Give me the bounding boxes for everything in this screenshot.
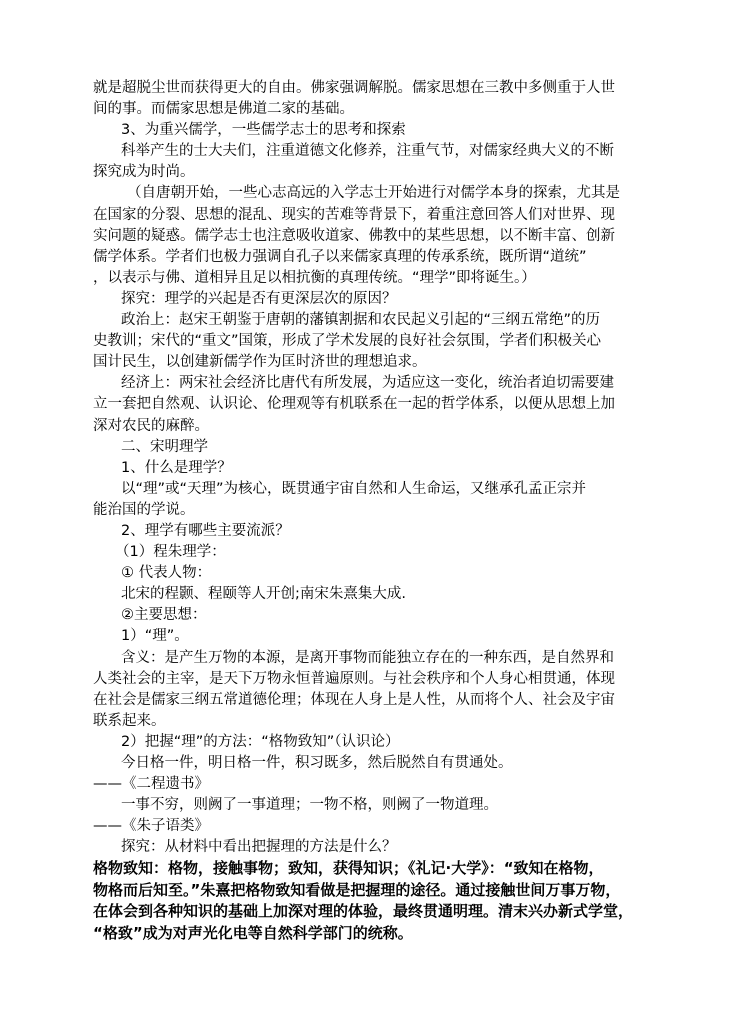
text-line: 联系起来。 <box>93 712 166 729</box>
subsection-heading: 1、什么是理学？ <box>121 459 232 476</box>
text-line: 在社会是儒家三纲五常道德伦理；体现在人身上是人性，从而将个人、社会及宇宙 <box>93 691 615 708</box>
text-line: 2）把握“理”的方法：“格物致知”（认识论） <box>121 733 400 750</box>
text-line: 1）“理”。 <box>121 628 189 645</box>
quote-line: 一事不穷，则阙了一事道理；一物不格，则阙了一物道理。 <box>121 797 498 814</box>
text-line: 国计民生，以创建新儒学作为匡时济世的理想追求。 <box>93 354 427 371</box>
text-line: （自唐朝开始，一些心志高远的入学志士开始进行对儒学本身的探索，尤其是 <box>127 185 620 202</box>
text-line: 在国家的分裂、思想的混乱、现实的苦难等背景下，着重注意回答人们对世界、现 <box>93 206 615 223</box>
subsection-heading: 2、理学有哪些主要流派？ <box>121 522 290 539</box>
section-heading: 3、为重兴儒学，一些儒学志士的思考和探索 <box>121 122 406 139</box>
section-heading: 二、宋明理学 <box>121 438 208 455</box>
text-line: 探究成为时尚。 <box>93 164 195 181</box>
quote-source: ——《朱子语类》 <box>93 818 209 835</box>
text-line: 实问题的疑惑。儒学志士也注意吸收道家、佛教中的某些思想，以不断丰富、创新 <box>93 227 615 244</box>
text-line: ②主要思想： <box>121 607 207 624</box>
question-line: 探究：从材料中看出把握理的方法是什么？ <box>121 839 397 856</box>
text-line: 间的事。而儒家思想是佛道二家的基础。 <box>93 101 354 118</box>
text-line: 北宋的程颢、程颐等人开创;南宋朱熹集大成. <box>121 586 406 603</box>
text-line: 政治上：赵宋王朝鉴于唐朝的藩镇割据和农民起义引起的“三纲五常绝”的历 <box>121 312 601 329</box>
answer-line: 在体会到各种知识的基础上加深对理的体验，最终贯通明理。清末兴办新式学堂， <box>93 902 634 921</box>
text-line: 史教训；宋代的“重文”国策，形成了学术发展的良好社会氛围，学者们积极关心 <box>93 333 602 350</box>
text-line: 科举产生的士大夫们，注重道德文化修养，注重气节，对儒家经典大义的不断 <box>121 143 614 160</box>
text-line: 含义：是产生万物的本源，是离开事物而能独立存在的一种东西，是自然界和 <box>121 649 614 666</box>
quote-line: 今日格一件，明日格一件，积习既多，然后脱然自有贯通处。 <box>121 755 513 771</box>
text-line: 经济上：两宋社会经济比唐代有所发展，为适应这一变化，统治者迫切需要建 <box>121 375 614 392</box>
text-line: 儒学体系。学者们也极力强调自孔子以来儒家真理的传承系统，既所谓“道统” <box>93 248 587 265</box>
text-line: 以“理”或“天理”为核心，既贯通宇宙自然和人生命运，又继承孔孟正宗并 <box>121 480 587 497</box>
text-line: 就是超脱尘世而获得更大的自由。佛家强调解脱。儒家思想在三教中多侧重于人世 <box>93 80 615 96</box>
text-line: 深对农民的麻醉。 <box>93 417 209 434</box>
answer-line: 物格而后知至。”朱熹把格物致知看做是把握理的途径。通过接触世间万事万物， <box>93 880 621 899</box>
answer-line: 格物致知：格物，接触事物；致知，获得知识；《礼记·大学》：“致知在格物， <box>93 859 604 878</box>
subsection-heading: （1）程朱理学： <box>115 544 226 561</box>
document-page <box>93 78 671 944</box>
text-line: ① 代表人物： <box>121 565 212 582</box>
answer-line: “格致”成为对声光化电等自然科学部门的统称。 <box>93 923 413 942</box>
text-line: 人类社会的主宰，是天下万物永恒普遍原则。与社会秩序和个人身心相贯通，体现 <box>93 670 615 687</box>
text-line: ，以表示与佛、道相异且足以相抗衡的真理传统。“理学”即将诞生。） <box>93 269 536 286</box>
text-line: 能治国的学说。 <box>93 501 195 518</box>
text-line: 立一套把自然观、认识论、伦理观等有机联系在一起的哲学体系，以便从思想上加 <box>93 396 615 413</box>
question-line: 探究：理学的兴起是否有更深层次的原因？ <box>121 290 397 307</box>
quote-source: ——《二程遗书》 <box>93 776 209 793</box>
